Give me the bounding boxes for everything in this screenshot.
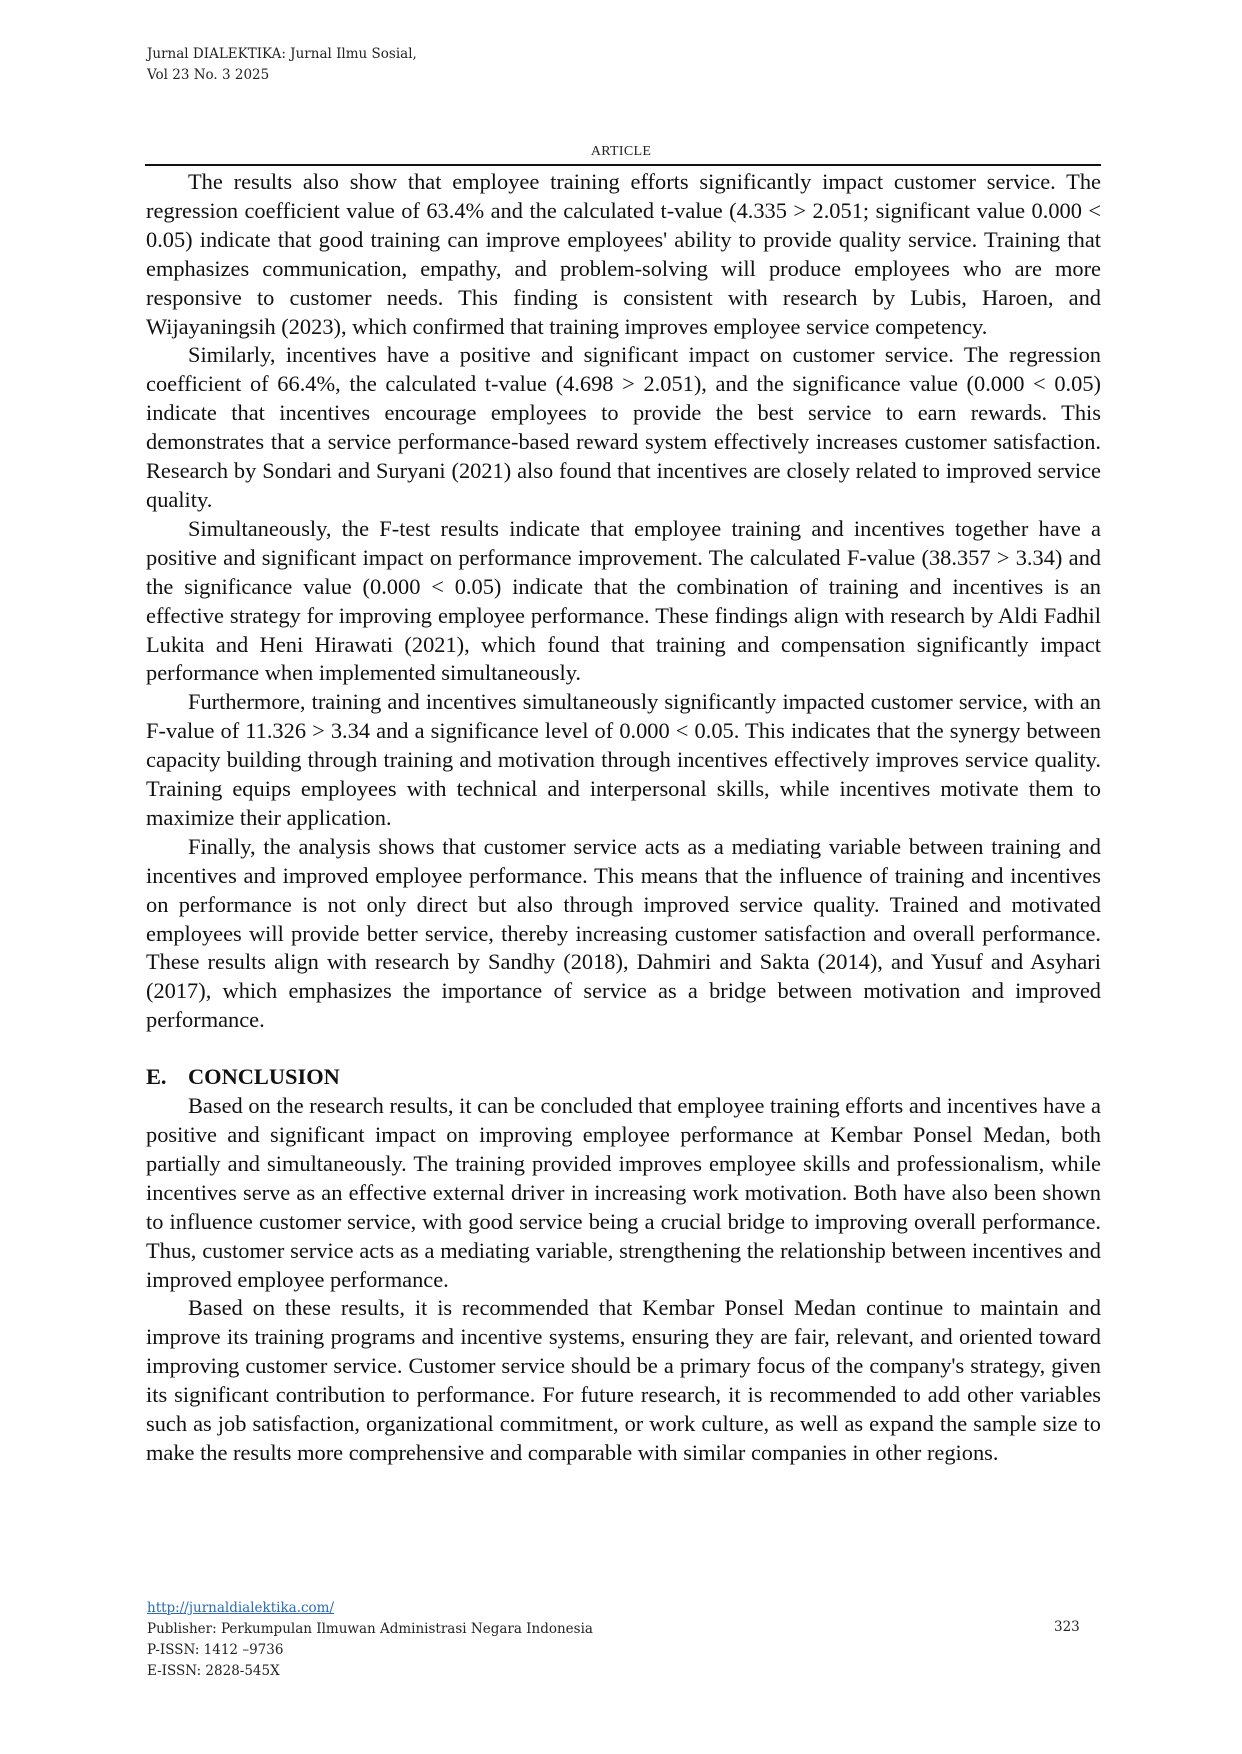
paragraph-f-test-performance: Simultaneously, the F-test results indicate that employee training and incentives together have a positive and significant impact on performance improvement. The calculated F-value (38.357 > 3.34) and the significance value (0.000 < 0.05) indicate that the combination of training and incentives is an effective strategy for improving employee performance. These findings align with research by Aldi Fadhil Lukita and Heni Hirawati (2021), which found that training and compensation significantly impact performance when implemented simultaneously. <box>146 515 1101 686</box>
p-issn: P-ISSN: 1412 –9736 <box>147 1642 284 1658</box>
running-head <box>147 44 417 86</box>
e-issn: E-ISSN: 2828-545X <box>147 1663 280 1679</box>
paragraph-recommendations: Based on these results, it is recommended that Kembar Ponsel Medan continue to maintain and improve its training programs and incentive systems, ensuring they are fair, relevant, and oriented toward improving customer service. Customer service should be a primary focus of the company's strategy, given its significant contribution to performance. For future research, it is recommended to add other variables such as job satisfaction, organizational commitment, or work culture, as well as expand the sample size to make the results more comprehensive and comparable with similar companies in other regions. <box>146 1295 1101 1465</box>
publisher-info: Publisher: Perkumpulan Ilmuwan Administrasi Negara Indonesia <box>147 1621 593 1637</box>
page-number: 323 <box>1054 1619 1080 1635</box>
section-title: CONCLUSION <box>188 1064 340 1090</box>
article-type-label: ARTICLE <box>590 144 652 159</box>
header-divider <box>145 164 1101 166</box>
section-number: E. <box>146 1064 167 1090</box>
paragraph-f-test-service: Furthermore, training and incentives simultaneously significantly impacted customer service, with an F-value of 11.326 > 3.34 and a significance level of 0.000 < 0.05. This indicates that the synergy between capacity building through training and motivation through incentives effectively improves service quality. Training equips employees with technical and interpersonal skills, while incentives motivate them to maximize their application. <box>146 689 1101 830</box>
paragraph-conclusion-summary: Based on the research results, it can be concluded that employee training efforts and incentives have a positive and significant impact on improving employee performance at Kembar Ponsel Medan, both partially and simultaneously. The training provided improves employee skills and professionalism, while incentives serve as an effective external driver in increasing work motivation. Both have also been shown to influence customer service, with good service being a crucial bridge to improving overall performance. Thus, customer service acts as a mediating variable, strengthening the relationship between incentives and improved employee performance. <box>146 1093 1101 1292</box>
page-footer <box>147 1598 1077 1682</box>
section-heading-conclusion <box>146 1063 1101 1092</box>
paragraph-mediation: Finally, the analysis shows that customer service acts as a mediating variable between training and incentives and improved employee performance. This means that the influence of training and incentives on performance is not only direct but also through improved service quality. Trained and motivated employees will provide better service, thereby increasing customer satisfaction and overall performance. These results align with research by Sandhy (2018), Dahmiri and Sakta (2014), and Yusuf and Asyhari (2017), which emphasizes the importance of service as a bridge between motivation and improved performance. <box>146 833 1101 1033</box>
article-body <box>146 168 1101 1468</box>
journal-title: Jurnal DIALEKTIKA: Jurnal Ilmu Sosial, <box>147 46 417 62</box>
volume-issue: Vol 23 No. 3 2025 <box>147 67 270 83</box>
journal-website-link[interactable]: http://jurnaldialektika.com/ <box>147 1600 335 1616</box>
paragraph-training-service: The results also show that employee training efforts significantly impact customer service. The regression coefficient value of 63.4% and the calculated t-value (4.335 > 2.051; significant value 0.000 < 0.05) indicate that good training can improve employees' ability to provide quality service. Training that emphasizes communication, empathy, and problem-solving will produce employees who are more responsive to customer needs. This finding is consistent with research by Lubis, Haroen, and Wijayaningsih (2023), which confirmed that training improves employee service competency. <box>146 169 1101 339</box>
paragraph-incentives-service: Similarly, incentives have a positive and significant impact on customer service. The regression coefficient of 66.4%, the calculated t-value (4.698 > 2.051), and the significance value (0.000 < 0.05) indicate that incentives encourage employees to provide the best service to earn rewards. This demonstrates that a service performance-based reward system effectively increases customer satisfaction. Research by Sondari and Suryani (2021) also found that incentives are closely related to improved service quality. <box>146 342 1101 512</box>
